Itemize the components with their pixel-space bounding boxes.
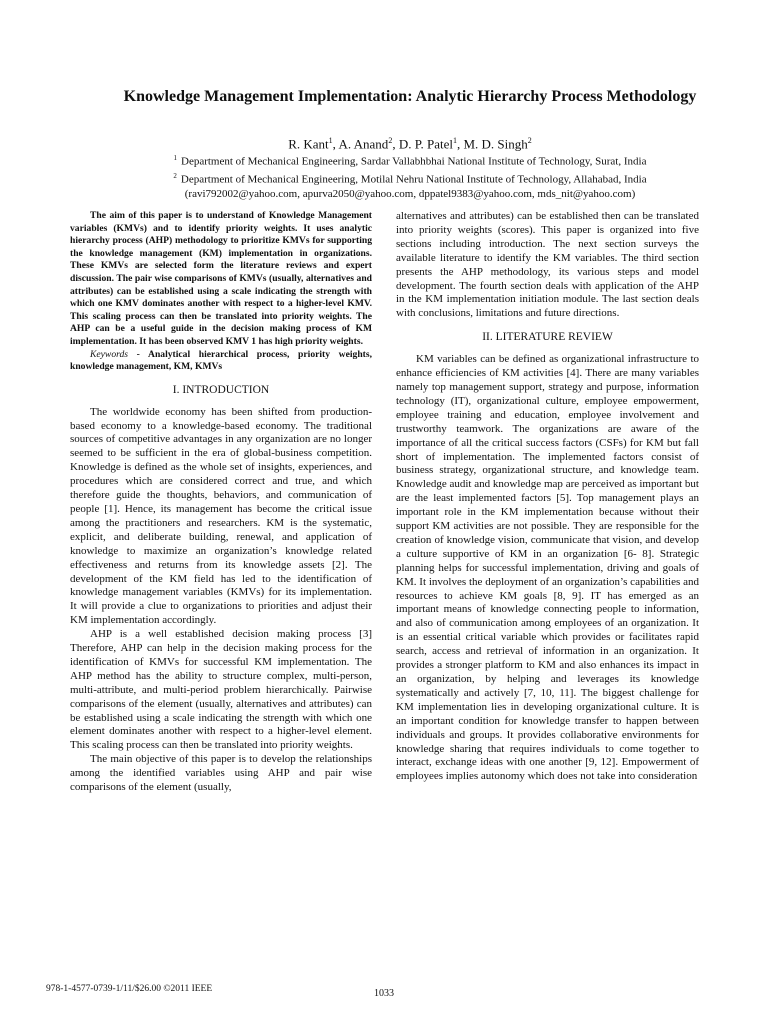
paragraph: The worldwide economy has been shifted from production-based economy to a knowledge-based economy. The traditional sources of competitive advantages in any organization are no longer seemed to be sufficient in the era of global-business competition. Knowledge is defined as the whole set of insights, experiences, and procedures which are considered correct and true, and which therefore guide the thoughts, behaviors, and communication of people [1]. Hence, its management has become the critical issue among the practitioners and researchers. KM is the systematic, explicit, and deliberate building, renewal, and application of knowledge to maximize an organization’s knowledge related effectiveness and returns from its knowledge assets [2]. The development of the KM field has led to the identification of knowledge management variables (KMVs) for its implementation. It will provide a clue to organizations to priorities and adjust their KM implementation accordingly.: [70, 405, 372, 627]
keywords-separator: -: [128, 348, 149, 360]
author-separator: ,: [332, 136, 339, 152]
paragraph: AHP is a well established decision making process [3] Therefore, AHP can help in the decision making process for the identification of KMVs for successful KM implementation. The AHP method has the ability to structure complex, multi-person, multi-attribute, and multi-period problem hierarchically. Pairwise comparisons of the element (usually, alternatives and attributes) can be established using a scale indicating the strength with which one element dominates another with respect to a higher-level element. This scaling process can then be translated into priority weights.: [70, 628, 372, 752]
author-separator: ,: [456, 136, 464, 152]
affiliation-mark: 1: [173, 154, 177, 162]
author-affil-mark: 1: [452, 136, 457, 145]
affiliation-text: Department of Mechanical Engineering, Sardar Vallabhbhai National Institute of Technology, Surat, India: [181, 155, 647, 168]
author-name: D. P. Patel: [398, 136, 453, 152]
section-heading-literature-review: II. LITERATURE REVIEW: [482, 331, 613, 344]
author-affil-mark: 1: [328, 136, 333, 145]
keywords-text: Analytical hierarchical process, priority weights, knowledge management, KM, KMVs: [70, 348, 372, 373]
paragraph: alternatives and attributes) can be established then can be translated into priority weights (scores). This paper is organized into five sections including introduction. The next section surveys the available literature to identify the KM variables. The third section presents the AHP methodology, its various steps and model development. The fourth section deals with application of the AHP in the KM implementation initiation module. The last section deals with conclusions, limitations and future directions.: [396, 210, 699, 320]
keywords: [70, 349, 372, 374]
paragraph: The main objective of this paper is to develop the relationships among the identified variables using AHP and pair wise comparisons of the element (usually,: [70, 753, 372, 794]
left-column: [70, 210, 372, 795]
affiliation-mark: 2: [173, 172, 177, 181]
author-separator: ,: [392, 136, 399, 152]
author-name: R. Kant: [288, 136, 329, 152]
author-affil-mark: 2: [527, 136, 532, 145]
author-name: A. Anand: [338, 136, 389, 152]
affiliation-line: [100, 169, 720, 187]
section-heading-introduction: I. INTRODUCTION: [172, 383, 270, 396]
author-affil-mark: 2: [388, 136, 393, 145]
affiliations: [100, 151, 720, 202]
affiliation-text: Department of Mechanical Engineering, Motilal Nehru National Institute of Technology, Allahabad, India: [180, 173, 647, 186]
author-name: M. D. Singh: [463, 136, 528, 152]
paragraph: KM variables can be defined as organizational infrastructure to enhance efficiencies of KM activities [4]. There are many variables namely top management support, strategy and purpose, information technology (IT), organizational culture, employee empowerment, employee training and education, employee involvement and trustworthy teamwork. The organizations are aware of the importance of all the critical success factors (CSFs) for KM but fall short of implementation. The implemented factors consist of business strategy, organizational structure, and knowledge team. Knowledge audit and knowledge map are perceived as important but are the least implemented factors [5]. Top management plays an important role in the KM implementation because without their support KM activities are not possible. They are responsible for the creation of knowledge vision, communicate that vision, and develop a culture supportive of KM in an organization [6- 8]. Strategic planning helps for successful implementation, driving and goals of KM. It involves the deployment of an organization’s capabilities and resources to achieve KM goals [8, 9]. IT has emerged as an important means of knowledge connecting people to information, and also of communication among employees of an organization. It is an essential critical variable which provides or facilitates rapid search, access and retrieval of information in an organization. It provides a stronger platform to KM and also enhances its impact in an organization, by helping and leverages its knowledge systematically and actively [7, 10, 11]. The biggest challenge for KM implementation lies in developing organizational culture. It is an important condition for knowledge transfer to happen between individuals and groups. It provides collaborative environments for knowledge sharing that requires individuals to come together to interact, exchange ideas with one another [9, 12]. Empowerment of employees implies autonomy which does not take into consideration: [396, 353, 699, 783]
author-emails: (ravi792002@yahoo.com, apurva2050@yahoo.com, dppatel9383@yahoo.com, mds_nit@yahoo.com): [184, 188, 636, 201]
right-column: [396, 210, 699, 784]
affiliation-line: [100, 151, 720, 169]
footer-isbn: 978-1-4577-0739-1/11/$26.00 ©2011 IEEE: [46, 984, 213, 994]
paper-title: Knowledge Management Implementation: Analytic Hierarchy Process Methodology: [123, 88, 697, 105]
page-number: 1033: [374, 988, 394, 999]
keywords-label: Keywords: [90, 348, 129, 360]
abstract: The aim of this paper is to understand of Knowledge Management variables (KMVs) and to identify priority weights. It uses analytic hierarchy process (AHP) methodology to prioritize KMVs for supporting the knowledge management (KM) implementation in organizations. These KMVs are selected form the literature reviews and expert discussion. The pair wise comparisons of KMVs (usually, alternatives and attributes) can be established using a scale indicating the strength with which one KMV dominates another with respect to a higher-level KMV. This scaling process can then be translated into priority weights. The AHP can be a useful guide in the decision making process of KM implementation. It has been observed KMV 1 has high priority weights.: [70, 210, 372, 347]
